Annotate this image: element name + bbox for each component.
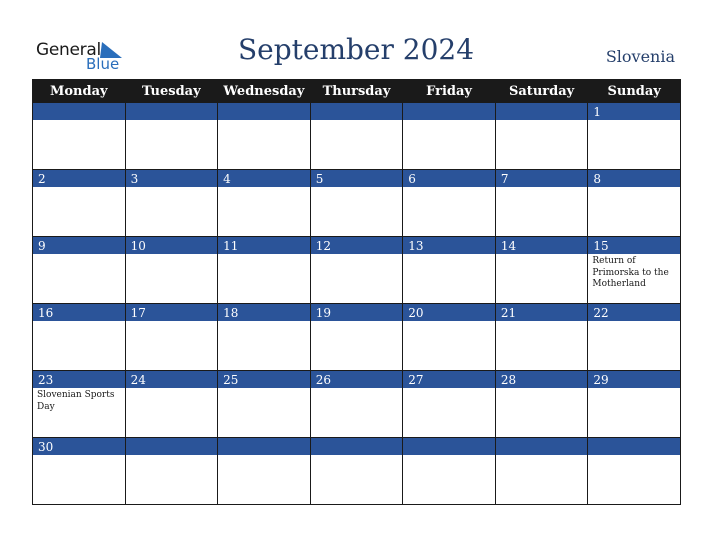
day-event	[403, 254, 496, 304]
day-number: 12	[310, 237, 403, 255]
day-event	[125, 187, 218, 237]
day-number	[125, 438, 218, 456]
weekday-header-row	[33, 80, 681, 103]
day-number	[33, 103, 126, 121]
weekday-monday: Monday	[33, 80, 126, 103]
day-event	[33, 120, 126, 170]
day-event	[33, 455, 126, 505]
week-4-numbers	[33, 304, 681, 322]
day-event	[588, 187, 681, 237]
country-label: Slovenia	[605, 47, 675, 66]
day-number: 18	[218, 304, 311, 322]
week-2-numbers	[33, 170, 681, 188]
day-number: 16	[33, 304, 126, 322]
day-event	[495, 455, 588, 505]
day-number: 9	[33, 237, 126, 255]
day-number: 19	[310, 304, 403, 322]
day-number: 23	[33, 371, 126, 389]
day-number: 17	[125, 304, 218, 322]
day-number: 20	[403, 304, 496, 322]
weekday-wednesday: Wednesday	[218, 80, 311, 103]
week-5-numbers	[33, 371, 681, 389]
week-6-events	[33, 455, 681, 505]
day-number: 22	[588, 304, 681, 322]
day-event	[33, 187, 126, 237]
weekday-tuesday: Tuesday	[125, 80, 218, 103]
day-number	[218, 103, 311, 121]
day-event	[125, 455, 218, 505]
day-event	[495, 321, 588, 371]
brand-word-general: General	[36, 40, 101, 60]
day-number	[403, 438, 496, 456]
day-event	[495, 254, 588, 304]
day-event	[33, 254, 126, 304]
day-number: 26	[310, 371, 403, 389]
calendar-title: September 2024	[237, 33, 475, 66]
day-number	[588, 438, 681, 456]
holiday-label: Slovenian Sports Day	[33, 388, 126, 438]
day-event	[495, 388, 588, 438]
day-event	[310, 388, 403, 438]
day-event	[403, 321, 496, 371]
day-event	[33, 321, 126, 371]
week-2-events	[33, 187, 681, 237]
day-event	[125, 254, 218, 304]
day-number: 6	[403, 170, 496, 188]
week-3-numbers	[33, 237, 681, 255]
day-event	[403, 388, 496, 438]
day-event	[310, 321, 403, 371]
holiday-label: Return of Primorska to the Motherland	[588, 254, 681, 304]
week-1-numbers	[33, 103, 681, 121]
day-number	[310, 438, 403, 456]
weekday-friday: Friday	[403, 80, 496, 103]
day-number: 28	[495, 371, 588, 389]
day-number: 2	[33, 170, 126, 188]
week-4-events	[33, 321, 681, 371]
day-event	[218, 321, 311, 371]
day-event	[403, 120, 496, 170]
week-1-events	[33, 120, 681, 170]
day-number: 8	[588, 170, 681, 188]
day-event	[310, 455, 403, 505]
day-number	[310, 103, 403, 121]
day-event	[310, 120, 403, 170]
day-number: 14	[495, 237, 588, 255]
day-number: 21	[495, 304, 588, 322]
day-number: 5	[310, 170, 403, 188]
day-event	[403, 187, 496, 237]
day-event	[310, 254, 403, 304]
day-number: 3	[125, 170, 218, 188]
day-number: 1	[588, 103, 681, 121]
day-event	[588, 388, 681, 438]
day-event	[125, 321, 218, 371]
week-3-events	[33, 254, 681, 304]
day-number: 11	[218, 237, 311, 255]
day-number: 4	[218, 170, 311, 188]
day-event	[125, 120, 218, 170]
day-number: 27	[403, 371, 496, 389]
day-number: 24	[125, 371, 218, 389]
day-event	[125, 388, 218, 438]
weekday-saturday: Saturday	[495, 80, 588, 103]
day-event	[218, 187, 311, 237]
calendar-grid	[32, 79, 681, 505]
day-event	[403, 455, 496, 505]
week-6-numbers	[33, 438, 681, 456]
day-number	[495, 438, 588, 456]
day-number	[495, 103, 588, 121]
day-event	[218, 455, 311, 505]
brand-word-blue: Blue	[86, 55, 120, 73]
day-number	[403, 103, 496, 121]
day-event	[588, 455, 681, 505]
day-event	[588, 321, 681, 371]
day-number	[125, 103, 218, 121]
day-number: 25	[218, 371, 311, 389]
day-number: 30	[33, 438, 126, 456]
weekday-sunday: Sunday	[588, 80, 681, 103]
weekday-thursday: Thursday	[310, 80, 403, 103]
day-event	[218, 254, 311, 304]
day-number: 13	[403, 237, 496, 255]
day-event	[218, 388, 311, 438]
week-5-events	[33, 388, 681, 438]
day-number	[218, 438, 311, 456]
day-event	[588, 120, 681, 170]
day-event	[218, 120, 311, 170]
day-number: 15	[588, 237, 681, 255]
day-number: 7	[495, 170, 588, 188]
day-event	[310, 187, 403, 237]
day-number: 10	[125, 237, 218, 255]
day-number: 29	[588, 371, 681, 389]
day-event	[495, 120, 588, 170]
day-event	[495, 187, 588, 237]
